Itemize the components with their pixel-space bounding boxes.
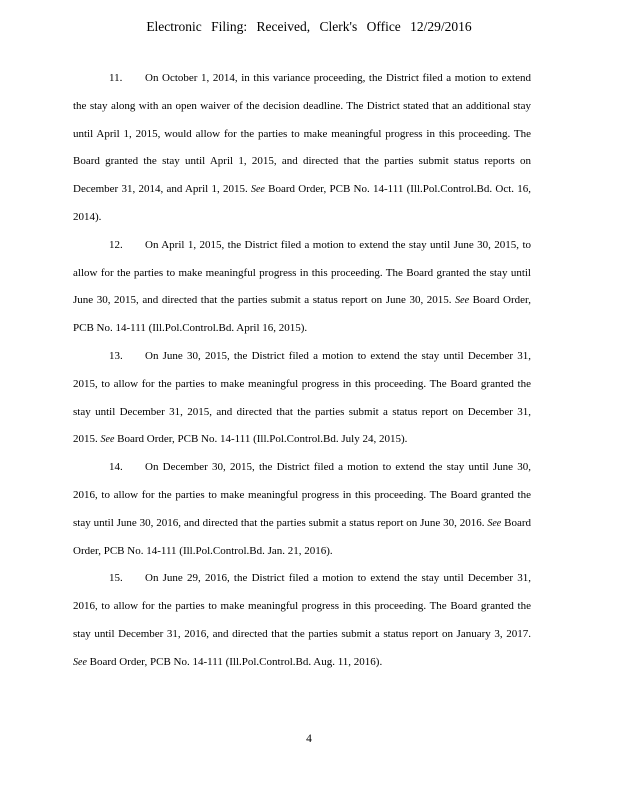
paragraph-15 [73, 565, 531, 676]
paragraph-11 [73, 65, 531, 232]
paragraph-text: On October 1, 2014, in this variance proceeding, the District filed a motion to extend the stay along with an open waiver of the decision deadline. The District stated that an additional stay until April 1, 2015, would allow for the parties to make meaningful progress in this proceeding. The Board granted the stay until April 1, 2015, and directed that the parties submit status reports on December 31, 2014, and April 1, 2015. [73, 72, 531, 196]
paragraph-text: On December 30, 2015, the District filed a motion to extend the stay until June 30, 2016, to allow for the parties to make meaningful progress in this proceeding. The Board granted the stay until June 30, 2016, and directed that the parties submit a status report on June 30, 2016. [73, 461, 531, 529]
citation-signal: See [100, 434, 115, 446]
citation-text: Board Order, PCB No. 14-111 (Ill.Pol.Control.Bd. Oct. 16, 2014). [73, 183, 532, 223]
paragraph-number: 11. [109, 72, 123, 84]
paragraph-number: 14. [109, 461, 123, 474]
paragraph-12 [73, 232, 531, 343]
citation-text: Board Order, PCB No. 14-111 (Ill.Pol.Control.Bd. July 24, 2015). [117, 433, 408, 446]
citation-signal: See [455, 295, 470, 307]
citation-text: Board Order, PCB No. 14-111 (Ill.Pol.Control.Bd. Jan. 21, 2016). [73, 516, 531, 557]
citation-signal: See [250, 184, 265, 196]
paragraph-13 [73, 343, 531, 454]
paragraph-text: On April 1, 2015, the District filed a motion to extend the stay until June 30, 2015, to allow for the parties to make meaningful progress in this proceeding. The Board granted the stay until June 30, 2015, and directed that the parties submit a status report on June 30, 2015. [73, 238, 531, 307]
citation-signal: See [73, 656, 87, 668]
paragraph-number: 15. [109, 572, 123, 585]
paragraph-text: On June 30, 2015, the District filed a motion to extend the stay until December 31, 2015, to allow for the parties to make meaningful progress in this proceeding. The Board granted the stay until December 31, 2015, and directed that the parties submit a status report on December 31, 2015. [73, 349, 531, 446]
document-body [73, 65, 531, 677]
paragraph-14 [73, 454, 531, 565]
citation-signal: See [487, 517, 502, 529]
citation-text: Board Order, PCB No. 14-111 (Ill.Pol.Control.Bd. Aug. 11, 2016). [89, 655, 383, 668]
paragraph-number: 12. [109, 238, 123, 251]
paragraph-number: 13. [109, 349, 123, 362]
page-number: 4 [306, 733, 312, 745]
citation-text: Board Order, PCB No. 14-111 (Ill.Pol.Control.Bd. April 16, 2015). [73, 294, 532, 335]
filing-header: Electronic Filing: Received, Clerk's Office 12/29/2016 [146, 19, 472, 34]
paragraph-text: On June 29, 2016, the District filed a motion to extend the stay until December 31, 2016, to allow for the parties to make meaningful progress in this proceeding. The Board granted the stay until December 31, 2016, and directed that the parties submit a status report on January 3, 2017. [73, 572, 531, 640]
